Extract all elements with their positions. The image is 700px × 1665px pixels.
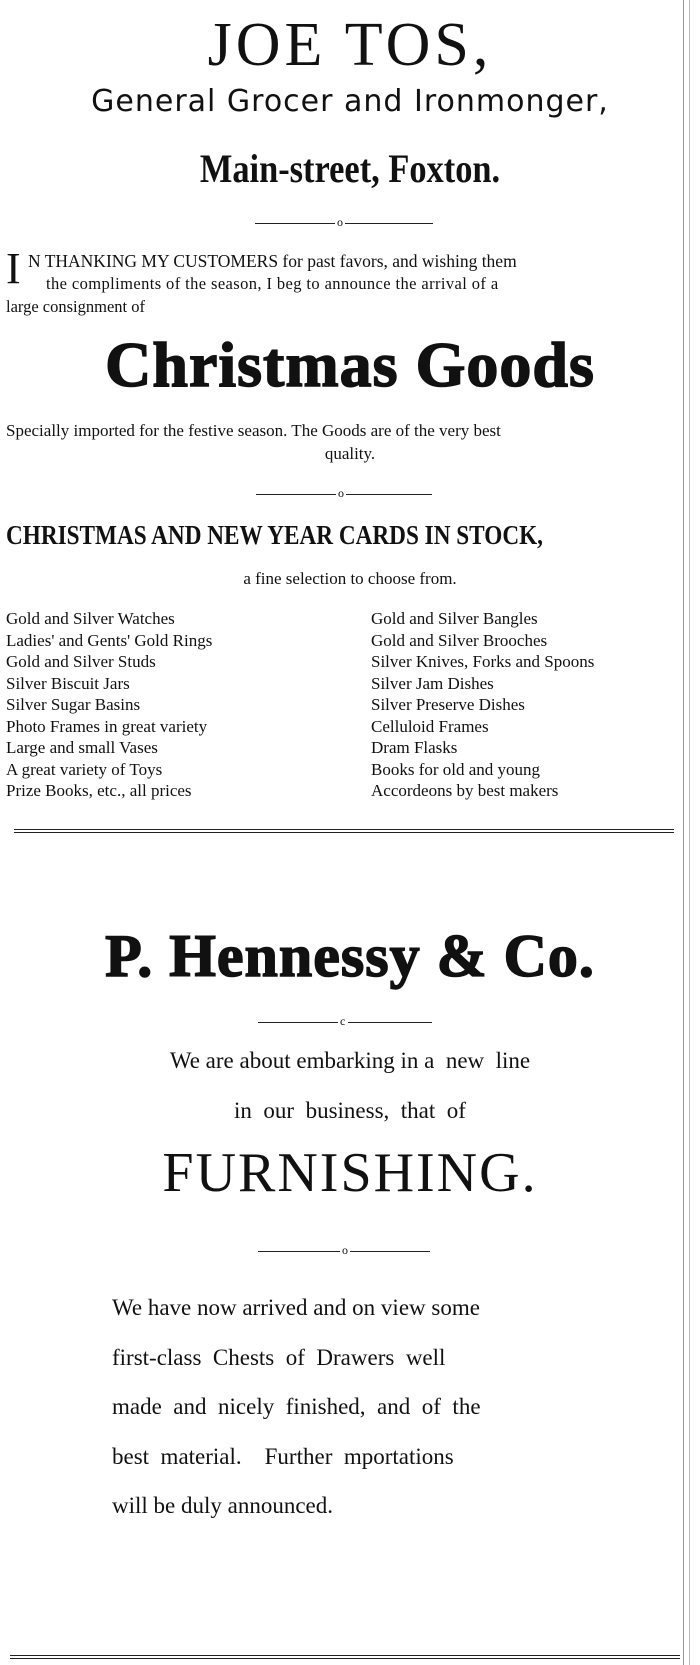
ornament-rule-right [348, 1022, 432, 1023]
body-line: We have now arrived and on view some [112, 1295, 480, 1320]
column-edge-line [683, 0, 684, 1665]
intro-line-3: large consignment of [6, 297, 145, 316]
body-line: best material. Further mportations [112, 1443, 454, 1469]
list-item: Dram Flasks [371, 738, 458, 757]
drop-initial: I [6, 244, 21, 293]
list-item: A great variety of Toys [6, 759, 163, 779]
body-line: will be duly announced. [112, 1493, 334, 1518]
list-item: Gold and Silver Brooches [371, 630, 548, 650]
ornament-mark: o [337, 215, 343, 229]
list-item: Silver Knives, Forks and Spoons [371, 652, 595, 671]
intro-line-2: the compliments of the season, I beg to announce the arrival of a [46, 274, 499, 293]
advertiser-name: P. Hennessy & Co. [105, 923, 595, 989]
list-item: Ladies' and Gents' Gold Rings [6, 630, 213, 650]
furnishing-headline: FURNISHING. [162, 1142, 538, 1204]
advertiser-name: JOE TOS, [207, 11, 493, 79]
ornament-rule-left [258, 1251, 340, 1252]
list-item: Gold and Silver Watches [6, 609, 175, 628]
bottom-rule [10, 1658, 680, 1659]
furnishing-body [112, 1283, 582, 1531]
cards-heading: CHRISTMAS AND NEW YEAR CARDS IN STOCK, [6, 520, 543, 550]
list-item: Large and small Vases [6, 738, 158, 757]
list-item: Silver Sugar Basins [6, 695, 141, 714]
advertiser-address: Main-street, Foxton. [199, 146, 501, 191]
special-import-line-2: quality. [324, 444, 376, 463]
list-item: Gold and Silver Bangles [371, 609, 538, 628]
special-import-line-1: Specially imported for the festive season. The Goods are of the very best [6, 421, 501, 440]
hennessy-intro-line-1: We are about embarking in a new line [169, 1048, 531, 1073]
list-item: Silver Preserve Dishes [371, 695, 525, 714]
body-line: made and nicely finished, and of the [112, 1394, 481, 1419]
items-list-right [371, 608, 594, 802]
ornament-rule-right [346, 494, 432, 495]
list-item: Books for old and young [371, 759, 541, 779]
list-item: Silver Biscuit Jars [6, 673, 130, 693]
list-item: Gold and Silver Studs [6, 652, 156, 671]
ad-separator-rule [14, 832, 674, 833]
ornament-rule-left [256, 494, 336, 495]
ornament-rule-left [255, 223, 335, 224]
ornament-mark: o [338, 486, 344, 500]
list-item: Silver Jam Dishes [371, 673, 494, 693]
ornament-mark: o [342, 1243, 348, 1257]
list-item: Celluloid Frames [371, 716, 489, 736]
ornament-rule-right [345, 223, 433, 224]
items-list-left [6, 608, 212, 802]
intro-line-1: N THANKING MY CUSTOMERS for past favors, and wishing them [28, 251, 517, 271]
hennessy-intro-line-2: in our business, that of [234, 1098, 466, 1123]
advertiser-trade: General Grocer and Ironmonger, [91, 84, 609, 119]
list-item: Photo Frames in great variety [6, 716, 208, 736]
bottom-rule [10, 1655, 680, 1656]
column-edge-line [689, 0, 690, 1665]
christmas-goods-headline: Christmas Goods [105, 329, 595, 400]
ornament-mark: c [340, 1014, 346, 1028]
list-item: Accordeons by best makers [371, 781, 559, 800]
list-item: Prize Books, etc., all prices [6, 781, 192, 800]
ornament-rule-right [350, 1251, 430, 1252]
ornament-rule-left [258, 1022, 338, 1023]
body-line: first-class Chests of Drawers well [112, 1344, 446, 1370]
ad-separator-rule [14, 829, 674, 830]
cards-subheading: a fine selection to choose from. [243, 569, 457, 588]
